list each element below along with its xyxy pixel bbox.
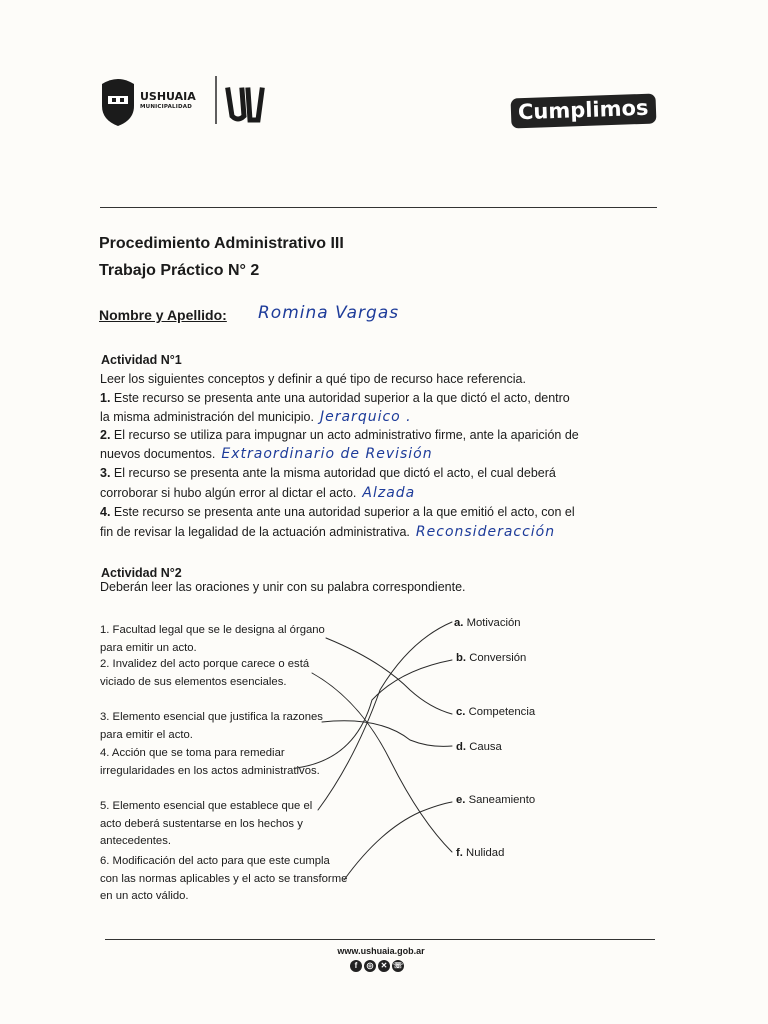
answer-2: Extraordinario de Revisión — [221, 446, 433, 462]
match-line-4-b — [296, 660, 452, 768]
whatsapp-icon[interactable]: ☏ — [392, 961, 403, 970]
activity1-title: Actividad N°1 — [101, 353, 182, 367]
statement-5: 5. Elemento esencial que establece que el acto deberá sustentarse en los hechos y antecedentes. — [100, 800, 313, 847]
option-letter: d. — [456, 741, 467, 753]
logo-name: USHUAIA — [140, 90, 196, 103]
item-text: nuevos documentos. — [100, 447, 216, 461]
item-text: Este recurso se presenta ante una autoridad superior a la que dictó el acto, dentro — [113, 391, 570, 405]
x-icon[interactable]: ✕ — [378, 960, 390, 972]
item-text: El recurso se presenta ante la misma autoridad que dictó el acto, el cual deberá — [113, 466, 556, 480]
item-number: 4. — [100, 505, 111, 519]
item-text: la misma administración del municipio. — [100, 410, 314, 424]
item-text: El recurso se utiliza para impugnar un acto administrativo firme, ante la aparición de — [113, 428, 579, 442]
activity2-intro: Deberán leer las oraciones y unir con su palabra correspondiente. — [100, 580, 466, 594]
facebook-icon[interactable]: f — [350, 960, 362, 972]
statement-3: 3. Elemento esencial que justifica la razones para emitir el acto. — [100, 711, 323, 741]
match-line-6-e — [344, 802, 452, 880]
item-number: 3. — [100, 466, 111, 480]
option-word: Nulidad — [466, 847, 505, 859]
footer-divider — [105, 939, 655, 940]
option-word: Motivación — [466, 617, 521, 629]
statement-2: 2. Invalidez del acto porque carece o está viciado de sus elementos esenciales. — [100, 658, 310, 688]
match-line-5-a — [318, 622, 452, 810]
footer-url[interactable]: www.ushuaia.gob.ar — [337, 946, 425, 956]
activity2-title: Actividad N°2 — [101, 566, 182, 580]
statement-6: 6. Modificación del acto para que este cumpla con las normas aplicables y el acto se transforme en un acto válido. — [100, 855, 348, 902]
option-word: Competencia — [468, 706, 536, 718]
answer-1: Jerarquico . — [319, 409, 412, 425]
option-word: Conversión — [469, 652, 527, 664]
activity1-intro: Leer los siguientes conceptos y definir a qué tipo de recurso hace referencia. — [100, 372, 526, 386]
item-number: 1. — [100, 391, 111, 405]
match-line-2-f — [312, 673, 452, 852]
answer-3: Alzada — [362, 485, 416, 501]
item-text: fin de revisar la legalidad de la actuación administrativa. — [100, 525, 410, 539]
option-letter: b. — [456, 652, 467, 664]
item-text: Este recurso se presenta ante una autoridad superior a la que emitió el acto, con el — [113, 505, 575, 519]
item-number: 2. — [100, 428, 111, 442]
social-icons — [350, 960, 404, 972]
answer-4: Reconsideracción — [415, 524, 556, 540]
statement-1: 1. Facultad legal que se le designa al órgano para emitir un acto. — [100, 624, 325, 654]
doc-title: Procedimiento Administrativo III — [99, 235, 344, 252]
instagram-icon[interactable]: ◎ — [364, 960, 376, 972]
name-label: Nombre y Apellido: — [99, 307, 227, 323]
logo-subtitle: MUNICIPALIDAD — [140, 104, 192, 110]
statement-4: 4. Acción que se toma para remediar irregularidades en los actos administrativos. — [100, 747, 320, 777]
option-word: Causa — [469, 741, 502, 753]
option-letter: c. — [456, 706, 466, 718]
match-line-3-d — [322, 721, 452, 747]
option-letter: a. — [454, 617, 464, 629]
cumplimos-badge: Cumplimos — [511, 93, 657, 128]
item-text: corroborar si hubo algún error al dictar el acto. — [100, 486, 357, 500]
option-letter: e. — [456, 794, 466, 806]
option-word: Saneamiento — [468, 794, 536, 806]
doc-subtitle: Trabajo Práctico N° 2 — [99, 262, 260, 279]
option-letter: f. — [456, 847, 463, 859]
name-value: Romina Vargas — [258, 303, 400, 323]
